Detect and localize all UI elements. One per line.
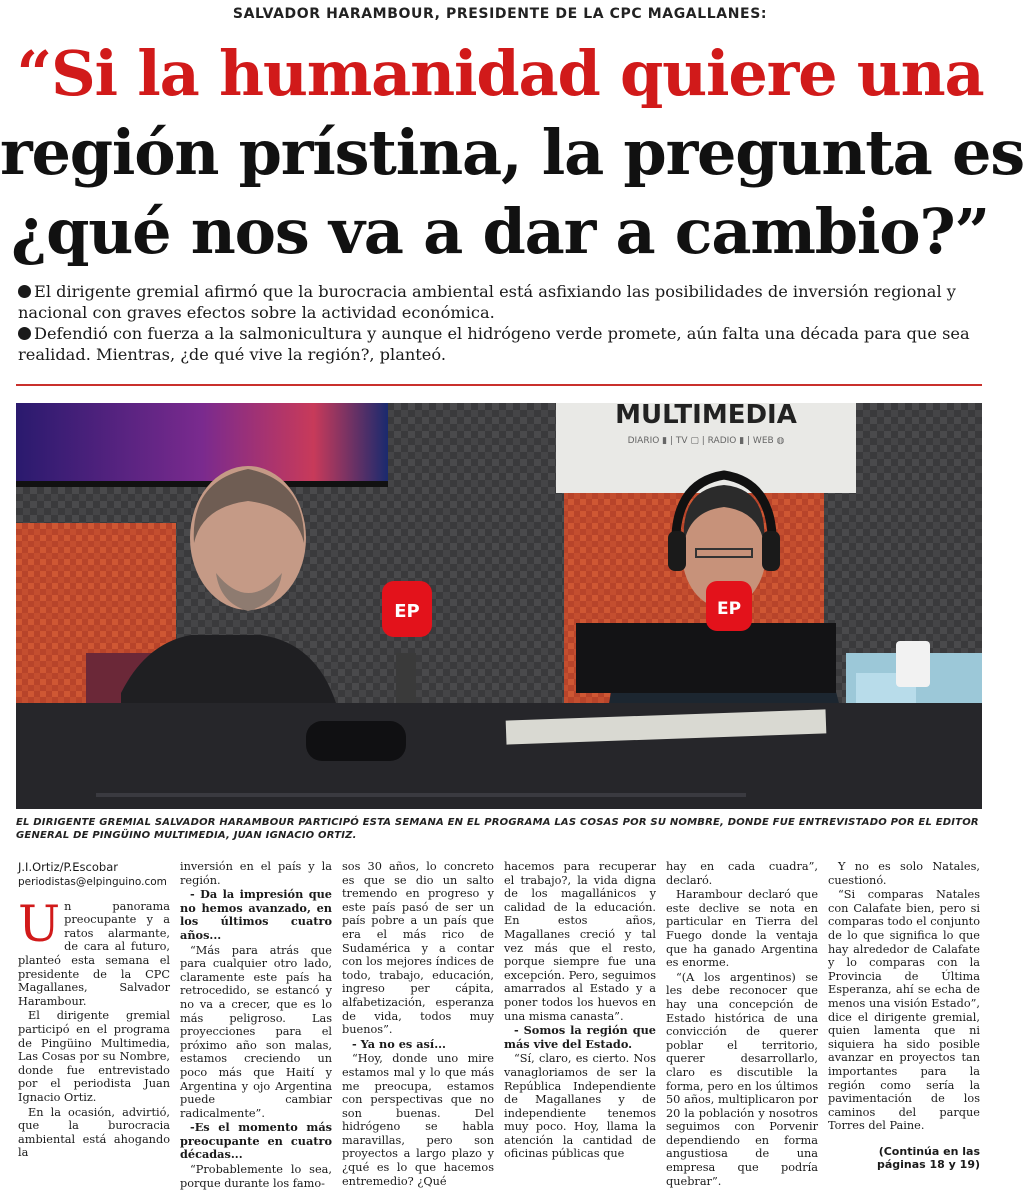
- body-paragraph: “Si comparas Natales con Calafate bien, pero si comparas todo el conjunto de lo que significa lo que hay alrededor de Calafate y lo comparas con la Provincia de Última Esperanza, ahí se echa de menos una visión Estado”, dice el dirigente gremial, quien lamenta que ni siquiera ha sido posible avanzar en proyectos tan importantes para la región como sería la pavimentación de los caminos del parque Torres del Paine.: [828, 888, 980, 1133]
- column-5: [666, 860, 818, 1189]
- body-paragraph: hay en cada cuadra”, declaró.: [666, 860, 818, 887]
- column-4: [504, 860, 656, 1162]
- column-2: [180, 860, 332, 1191]
- body-paragraph: “Probablemente lo sea, porque durante los famo-: [180, 1163, 332, 1190]
- column-3: [342, 860, 494, 1189]
- cup: [896, 641, 930, 687]
- bullet-dot-icon: [18, 285, 31, 298]
- mic-left-label: EP: [394, 601, 420, 622]
- body-paragraph: El dirigente gremial participó en el programa de Pingüino Multimedia, Las Cosas por su Nombre, donde fue entrevistado por el periodista Juan Ignacio Ortiz.: [18, 1009, 170, 1104]
- article-headline: [0, 34, 1024, 271]
- body-paragraph: En la ocasión, advirtió, que la burocracia ambiental está ahogando la: [18, 1105, 170, 1160]
- body-paragraph: “Sí, claro, es cierto. Nos vanagloriamos de ser la República Independiente de Magallanes y de independiente tenemos muy poco. Hoy, llama la atención la cantidad de oficinas públicas que: [504, 1052, 656, 1161]
- laptop: [576, 623, 836, 693]
- summary-bullet: El dirigente gremial afirmó que la burocracia ambiental está asfixiando las posibilidades de inversión regional y nacional con graves efectos sobre la actividad económica.: [18, 282, 956, 322]
- body-paragraph: “Más para atrás que para cualquier otro lado, claramente este país ha retrocedido, se estancó y no va a crecer, que es lo más peligroso. Las proyecciones para el próximo año son malas, estamos creciendo un poco más que Haití y Argentina y ojo Argentina puede cambiar radicalmente”.: [180, 943, 332, 1120]
- summary-bullet: Defendió con fuerza a la salmonicultura y aunque el hidrógeno verde promete, aún falta una década para que sea realidad. Mientras, ¿de qué vive la región?, planteó.: [18, 324, 970, 364]
- column-1: [18, 860, 170, 1161]
- byline-authors: J.I.Ortiz/P.Escobar: [18, 860, 118, 874]
- drop-cap: U: [18, 894, 61, 953]
- body-paragraph: hacemos para recuperar el trabajo?, la vida digna de los magallánicos y calidad de la educación. En estos años, Magallanes creció y tal vez más que el resto, porque siempre fue una excepción. Pero, seguimos amarrados al Estado y a poner todos los huevos en una misma canasta”.: [504, 860, 656, 1023]
- body-paragraph: “(A los argentinos) se les debe reconocer que hay una concepción de Estado histórica de una convicción de querer poblar el territorio, querer desarrollarlo, claro es discutible la forma, pero en los últimos 50 años, multiplicaron por 20 la población y nosotros seguimos con Porvenir dependiendo en forma angustiosa de una empresa que podría quebrar”.: [666, 970, 818, 1188]
- byline-email[interactable]: periodistas@elpinguino.com: [18, 876, 167, 888]
- body-paragraph: Harambour declaró que este declive se nota en particular en Tierra del Fuego donde la ventaja que ha ganado Argentina es enorme.: [666, 888, 818, 970]
- studio-scene: [16, 400, 982, 809]
- sign-subtitle: DIARIO ▮ | TV ▢ | RADIO ▮ | WEB ◍: [627, 436, 785, 446]
- continued-note: (Continúa en las páginas 18 y 19): [876, 1144, 980, 1172]
- article-body: [18, 860, 984, 1190]
- body-paragraph: sos 30 años, lo concreto es que se dio un salto tremendo en progreso y este país pasó de ser un país pobre a un país que era el más rico de Sudamérica y a contar con los mejores índices de todo, trabajo, educación, ingreso per cápita, alfabetización, esperanza de vida, todos muy buenos”.: [342, 860, 494, 1037]
- interview-question: - Da la impresión que no hemos avanzado, en los últimos cuatro años...: [180, 887, 332, 942]
- headline-line-3: ¿qué nos va a dar a cambio?”: [11, 195, 989, 268]
- column-6: [828, 860, 980, 1173]
- article-summary: [18, 281, 986, 365]
- body-paragraph: Y no es solo Natales, cuestionó.: [828, 860, 980, 887]
- bullet-dot-icon: [18, 327, 31, 340]
- interview-question: -Es el momento más preocupante en cuatro décadas...: [180, 1120, 332, 1162]
- body-paragraph: “Hoy, donde uno mire estamos mal y lo que más me preocupa, estamos con perspectivas que no son buenas. Del hidrógeno se habla maravillas, pero son proyectos a largo plazo y ¿qué es lo que hacemos entremedio? ¿Qué: [342, 1052, 494, 1188]
- headphones-on-desk-icon: [306, 721, 406, 761]
- sign-title: MULTIMEDIA: [615, 400, 797, 430]
- section-divider: [16, 384, 982, 386]
- body-paragraph: inversión en el país y la región.: [180, 860, 332, 887]
- headline-line-1: “Si la humanidad quiere una: [16, 37, 984, 110]
- body-paragraph: Un panorama preocupante y a ratos alarmante, de cara al futuro, planteó esta semana el presidente de la CPC Magallanes, Salvador Harambour.: [18, 894, 170, 1008]
- article-kicker: SALVADOR HARAMBOUR, PRESIDENTE DE LA CPC MAGALLANES:: [232, 6, 768, 22]
- mic-right-label: EP: [716, 599, 742, 619]
- interview-question: - Ya no es así...: [352, 1036, 446, 1051]
- article-photo: [16, 400, 982, 809]
- interview-question: - Somos la región que más vive del Estado.: [504, 1023, 656, 1051]
- photo-caption: EL DIRIGENTE GREMIAL SALVADOR HARAMBOUR PARTICIPÓ ESTA SEMANA EN EL PROGRAMA LAS COSAS POR SU NOMBRE, DONDE FUE ENTREVISTADO POR EL EDITOR GENERAL DE PINGÜINO MULTIMEDIA, JUAN IGNACIO ORTIZ.: [16, 817, 979, 841]
- headline-line-2: región prístina, la pregunta es: [0, 116, 1024, 189]
- tv-screen: [16, 403, 388, 483]
